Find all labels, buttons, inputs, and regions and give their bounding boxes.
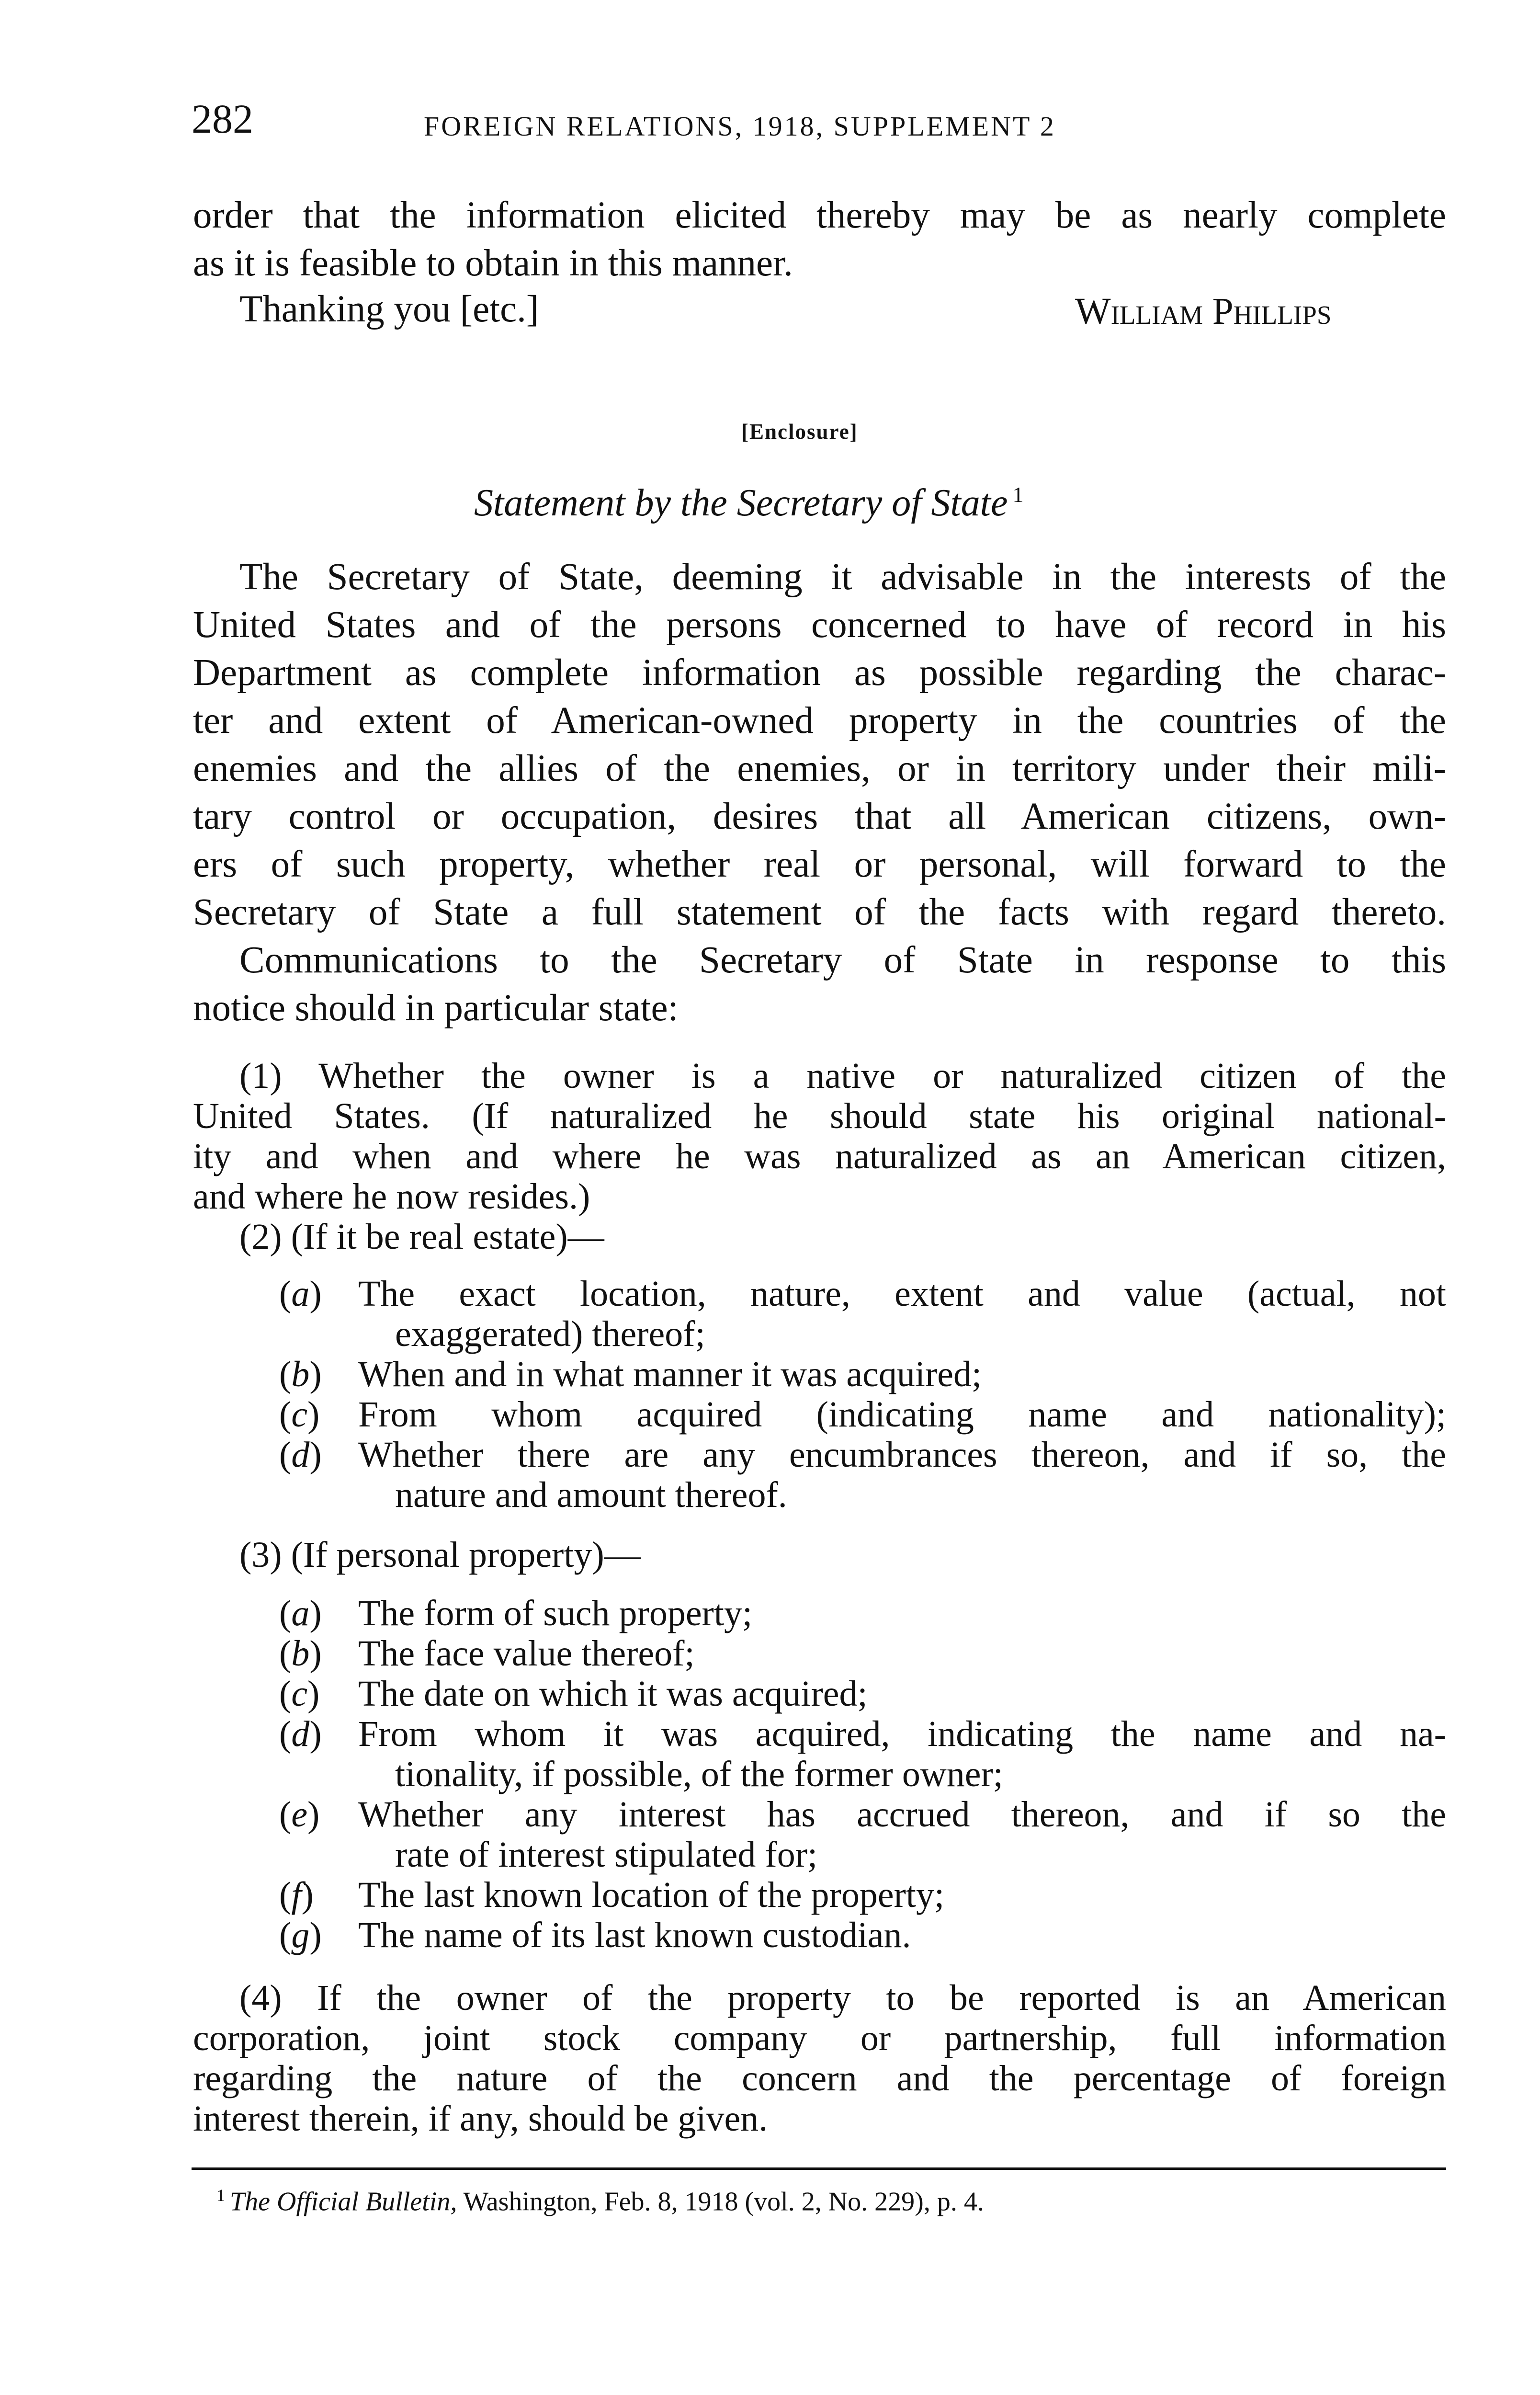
- item1-line-3: ity and when and where he was naturalized as an American citizen,: [193, 1136, 1446, 1176]
- item3-g-line-1: The name of its last known custodian.: [358, 1915, 911, 1955]
- item3-d-line-1: From whom it was acquired, indicating the name and na-: [358, 1714, 1446, 1754]
- running-title: FOREIGN RELATIONS, 1918, SUPPLEMENT 2: [424, 111, 1056, 142]
- item3-e-line-2: rate of interest stipulated for;: [395, 1835, 818, 1875]
- item2-label-b-letter: b: [291, 1354, 310, 1394]
- signature: William Phillips: [1075, 291, 1332, 332]
- item3-f-line-1: The last known location of the property;: [358, 1875, 945, 1915]
- item1-line-4: and where he now resides.): [193, 1176, 590, 1217]
- item2-d-line-2: nature and amount thereof.: [395, 1475, 787, 1515]
- carryover-line-1: order that the information elicited thereby may be as nearly complete: [193, 194, 1446, 236]
- closing-line: Thanking you [etc.]: [239, 288, 539, 330]
- item3-e-line-1: Whether any interest has accrued thereon, and if so the: [358, 1794, 1446, 1835]
- paragraph1-line-2: United States and of the persons concerned to have of record in his: [193, 604, 1446, 646]
- item2-heading: (2) (If it be real estate)—: [239, 1217, 604, 1257]
- item3-c-line-1: The date on which it was acquired;: [358, 1674, 868, 1714]
- item2-label-b: (b): [279, 1354, 322, 1394]
- item2-label-c: (c): [279, 1394, 320, 1435]
- paragraph1-line-4: ter and extent of American-owned property in the countries of the: [193, 700, 1446, 741]
- footnote-publication: The Official Bulletin,: [230, 2187, 457, 2217]
- item4-line-3: regarding the nature of the concern and the percentage of foreign: [193, 2058, 1446, 2098]
- item2-label-d: (d): [279, 1435, 322, 1475]
- item4-line-4: interest therein, if any, should be given.: [193, 2098, 768, 2139]
- item3-label-e: (e): [279, 1794, 320, 1835]
- statement-title: [474, 481, 1023, 525]
- item3-label-f-letter: f: [291, 1875, 302, 1915]
- item3-a-line-1: The form of such property;: [358, 1593, 753, 1633]
- paragraph1-line-6: tary control or occupation, desires that all American citizens, own-: [193, 796, 1446, 837]
- item3-heading: (3) (If personal property)—: [239, 1535, 641, 1575]
- page-number: 282: [192, 96, 253, 142]
- footnote-divider: [192, 2167, 1446, 2170]
- paragraph2-line-1: Communications to the Secretary of State in response to this: [239, 939, 1446, 981]
- item3-label-b-letter: b: [291, 1633, 310, 1674]
- item3-label-b: (b): [279, 1633, 322, 1674]
- item3-label-f: (f): [279, 1875, 314, 1915]
- statement-title-text: Statement by the Secretary of State: [474, 482, 1008, 524]
- item2-label-c-letter: c: [291, 1394, 308, 1435]
- item2-a-line-1: The exact location, nature, extent and value (actual, not: [358, 1274, 1446, 1314]
- item3-label-g: (g): [279, 1915, 322, 1955]
- item2-label-d-letter: d: [291, 1435, 310, 1475]
- item3-label-d-letter: d: [291, 1714, 310, 1754]
- item3-label-g-letter: g: [291, 1915, 310, 1955]
- footnote-mark: 1: [216, 2186, 225, 2205]
- item3-label-e-letter: e: [291, 1794, 308, 1835]
- carryover-line-2: as it is feasible to obtain in this manner.: [193, 242, 793, 284]
- item2-a-line-2: exaggerated) thereof;: [395, 1314, 705, 1354]
- paragraph1-line-7: ers of such property, whether real or personal, will forward to the: [193, 844, 1446, 885]
- item3-label-a: (a): [279, 1593, 322, 1633]
- paragraph1-line-8: Secretary of State a full statement of the facts with regard thereto.: [193, 891, 1446, 933]
- item4-line-2: corporation, joint stock company or partnership, full information: [193, 2018, 1446, 2058]
- item1-line-2: United States. (If naturalized he should state his original national-: [193, 1096, 1446, 1136]
- item3-label-a-letter: a: [291, 1593, 310, 1633]
- item4-line-1: (4) If the owner of the property to be reported is an American: [239, 1978, 1446, 2018]
- paragraph1-line-3: Department as complete information as possible regarding the charac-: [193, 652, 1446, 694]
- footnote-details: Washington, Feb. 8, 1918 (vol. 2, No. 229), p. 4.: [463, 2187, 984, 2217]
- item2-b-line-1: When and in what manner it was acquired;: [358, 1354, 982, 1394]
- item1-line-1: (1) Whether the owner is a native or naturalized citizen of the: [239, 1056, 1446, 1096]
- item3-label-d: (d): [279, 1714, 322, 1754]
- item2-label-a: (a): [279, 1274, 322, 1314]
- statement-footnote-mark: 1: [1012, 482, 1024, 507]
- item3-label-c: (c): [279, 1674, 320, 1714]
- enclosure-label: [Enclosure]: [741, 420, 858, 444]
- paragraph1-line-5: enemies and the allies of the enemies, or in territory under their mili-: [193, 748, 1446, 789]
- item2-label-a-letter: a: [291, 1274, 310, 1314]
- paragraph1-line-1: The Secretary of State, deeming it advisable in the interests of the: [239, 556, 1446, 598]
- item3-label-c-letter: c: [291, 1674, 308, 1714]
- paragraph2-line-2: notice should in particular state:: [193, 987, 679, 1029]
- item3-b-line-1: The face value thereof;: [358, 1633, 695, 1674]
- item2-d-line-1: Whether there are any encumbrances thereon, and if so, the: [358, 1435, 1446, 1475]
- item3-d-line-2: tionality, if possible, of the former owner;: [395, 1754, 1003, 1794]
- item2-c-line-1: From whom acquired (indicating name and nationality);: [358, 1394, 1446, 1435]
- footnote: [216, 2185, 984, 2217]
